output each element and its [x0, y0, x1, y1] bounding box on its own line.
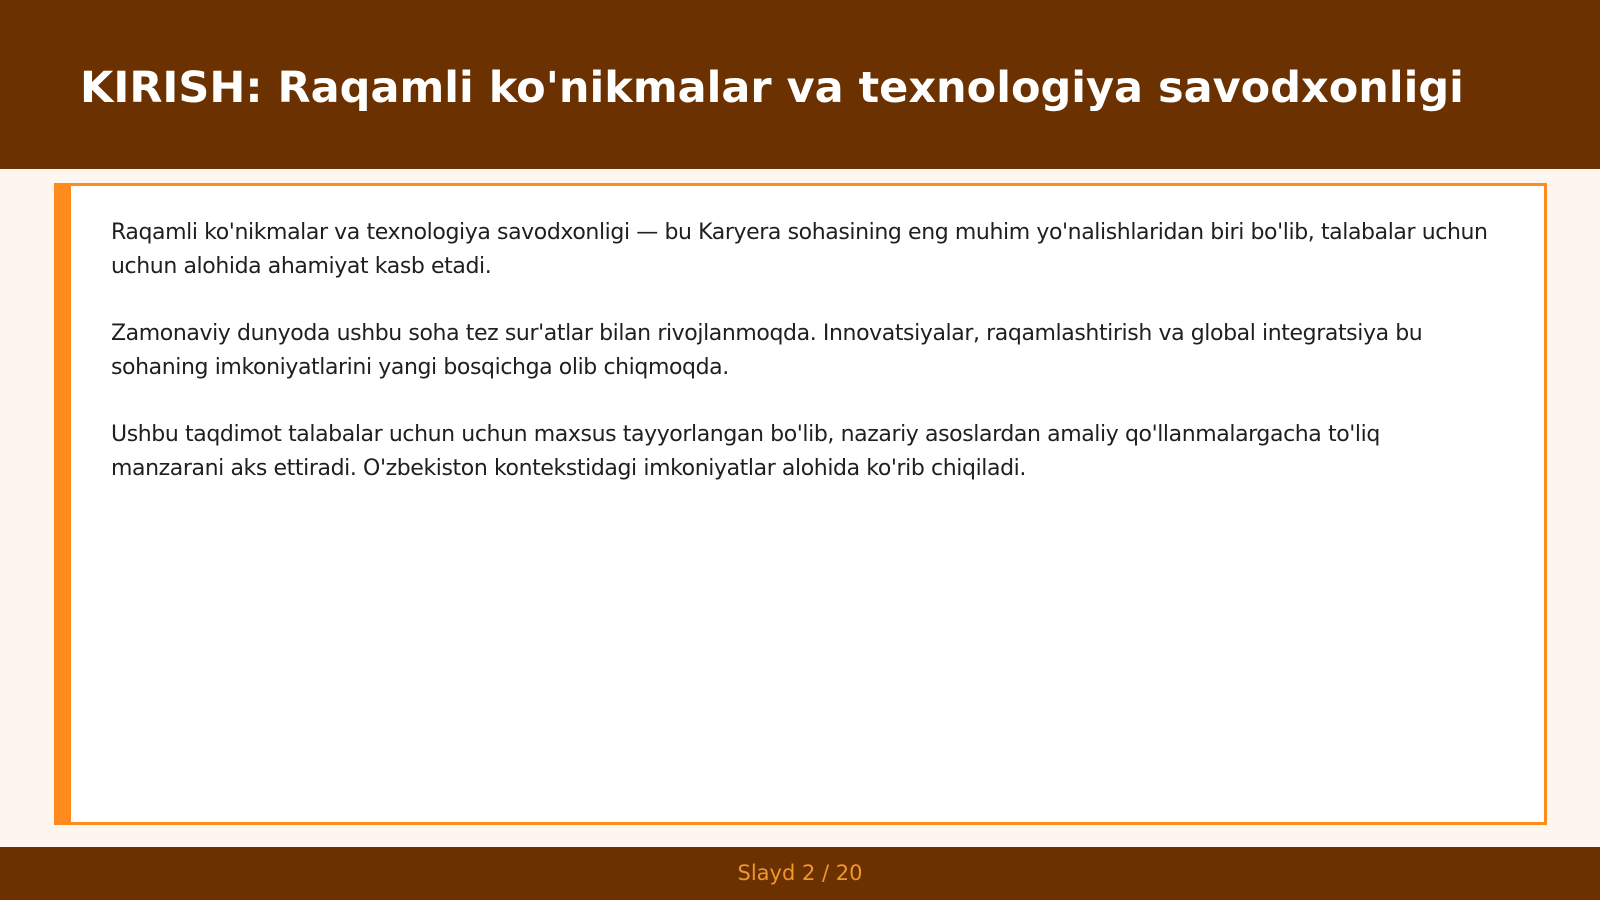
- content-body: [111, 216, 1488, 519]
- slide-title: KIRISH: Raqamli ko'nikmalar va texnologiya savodxonligi: [80, 63, 1464, 113]
- slide-number: Slayd 2 / 20: [737, 861, 863, 885]
- slide-footer: [0, 847, 1600, 900]
- paragraph-1: Raqamli ko'nikmalar va texnologiya savodxonligi — bu Karyera sohasining eng muhim yo'nalishlaridan biri bo'lib, talabalar uchun uchun alohida ahamiyat kasb etadi.: [111, 220, 1488, 279]
- paragraph-2: Zamonaviy dunyoda ushbu soha tez sur'atlar bilan rivojlanmoqda. Innovatsiyalar, raqamlashtirish va global integratsiya bu sohaning imkoniyatlarini yangi bosqichga olib chiqmoqda.: [111, 321, 1423, 380]
- paragraph-3: Ushbu taqdimot talabalar uchun uchun maxsus tayyorlangan bo'lib, nazariy asoslardan amaliy qo'llanmalargacha to'liq manzarani aks ettiradi. O'zbekiston kontekstidagi imkoniyatlar alohida ko'rib chiqiladi.: [111, 422, 1380, 481]
- slide-header: [0, 0, 1600, 169]
- content-card: [54, 183, 1547, 825]
